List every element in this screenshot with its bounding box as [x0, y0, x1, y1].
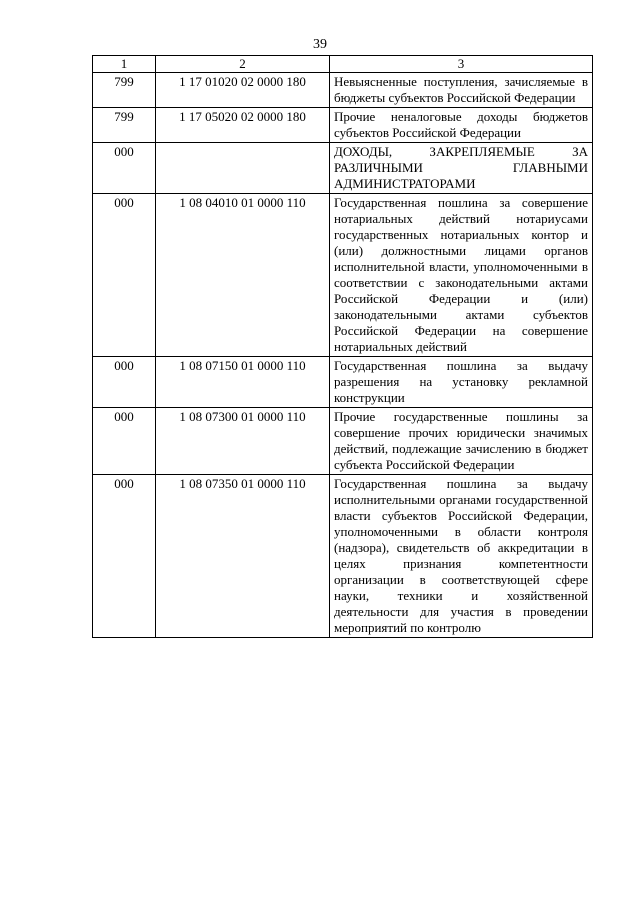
table-row: [93, 357, 593, 408]
column-header-3: 3: [330, 56, 593, 73]
table-row: [93, 143, 593, 194]
description-cell: Государственная пошлина за совершение нотариальных действий нотариусами государственных нотариальных контор и (или) должностными лицами органов исполнительной власти, уполномоченными в соответствии с законодательными актами Российской Федерации и (или) законодательными актами субъектов Российской Федерации на совершение нотариальных действий: [330, 194, 593, 357]
description-cell: Прочие неналоговые доходы бюджетов субъектов Российской Федерации: [330, 108, 593, 143]
table-row: [93, 73, 593, 108]
budget-code-cell: [156, 143, 330, 194]
admin-code-cell: 000: [93, 357, 156, 408]
table-row: [93, 475, 593, 638]
admin-code-cell: 000: [93, 143, 156, 194]
budget-code-cell: 1 08 07350 01 0000 110: [156, 475, 330, 638]
description-cell: ДОХОДЫ, ЗАКРЕПЛЯЕМЫЕ ЗА РАЗЛИЧНЫМИ ГЛАВНЫМИ АДМИНИСТРАТОРАМИ: [330, 143, 593, 194]
budget-code-cell: 1 17 01020 02 0000 180: [156, 73, 330, 108]
table-row: [93, 108, 593, 143]
description-cell: Невыясненные поступления, зачисляемые в бюджеты субъектов Российской Федерации: [330, 73, 593, 108]
page-number: 39: [313, 37, 327, 52]
budget-code-cell: 1 08 07150 01 0000 110: [156, 357, 330, 408]
revenue-codes-table: [92, 55, 593, 638]
admin-code-cell: 000: [93, 408, 156, 475]
admin-code-cell: 799: [93, 108, 156, 143]
column-header-1: 1: [93, 56, 156, 73]
description-cell: Государственная пошлина за выдачу исполнительными органами государственной власти субъектов Российской Федерации, уполномоченными в области контроля (надзора), свидетельств об аккредитации в целях признания компетентности организации в соответствующей сфере науки, техники и хозяйственной деятельности для участия в проведении мероприятий по контролю: [330, 475, 593, 638]
column-header-2: 2: [156, 56, 330, 73]
table-row: [93, 194, 593, 357]
table-header-row: [93, 56, 593, 73]
admin-code-cell: 000: [93, 475, 156, 638]
table-row: [93, 408, 593, 475]
admin-code-cell: 799: [93, 73, 156, 108]
budget-code-cell: 1 08 04010 01 0000 110: [156, 194, 330, 357]
budget-code-cell: 1 08 07300 01 0000 110: [156, 408, 330, 475]
budget-code-cell: 1 17 05020 02 0000 180: [156, 108, 330, 143]
admin-code-cell: 000: [93, 194, 156, 357]
description-cell: Прочие государственные пошлины за совершение прочих юридически значимых действий, подлежащие зачислению в бюджет субъекта Российской Федерации: [330, 408, 593, 475]
description-cell: Государственная пошлина за выдачу разрешения на установку рекламной конструкции: [330, 357, 593, 408]
